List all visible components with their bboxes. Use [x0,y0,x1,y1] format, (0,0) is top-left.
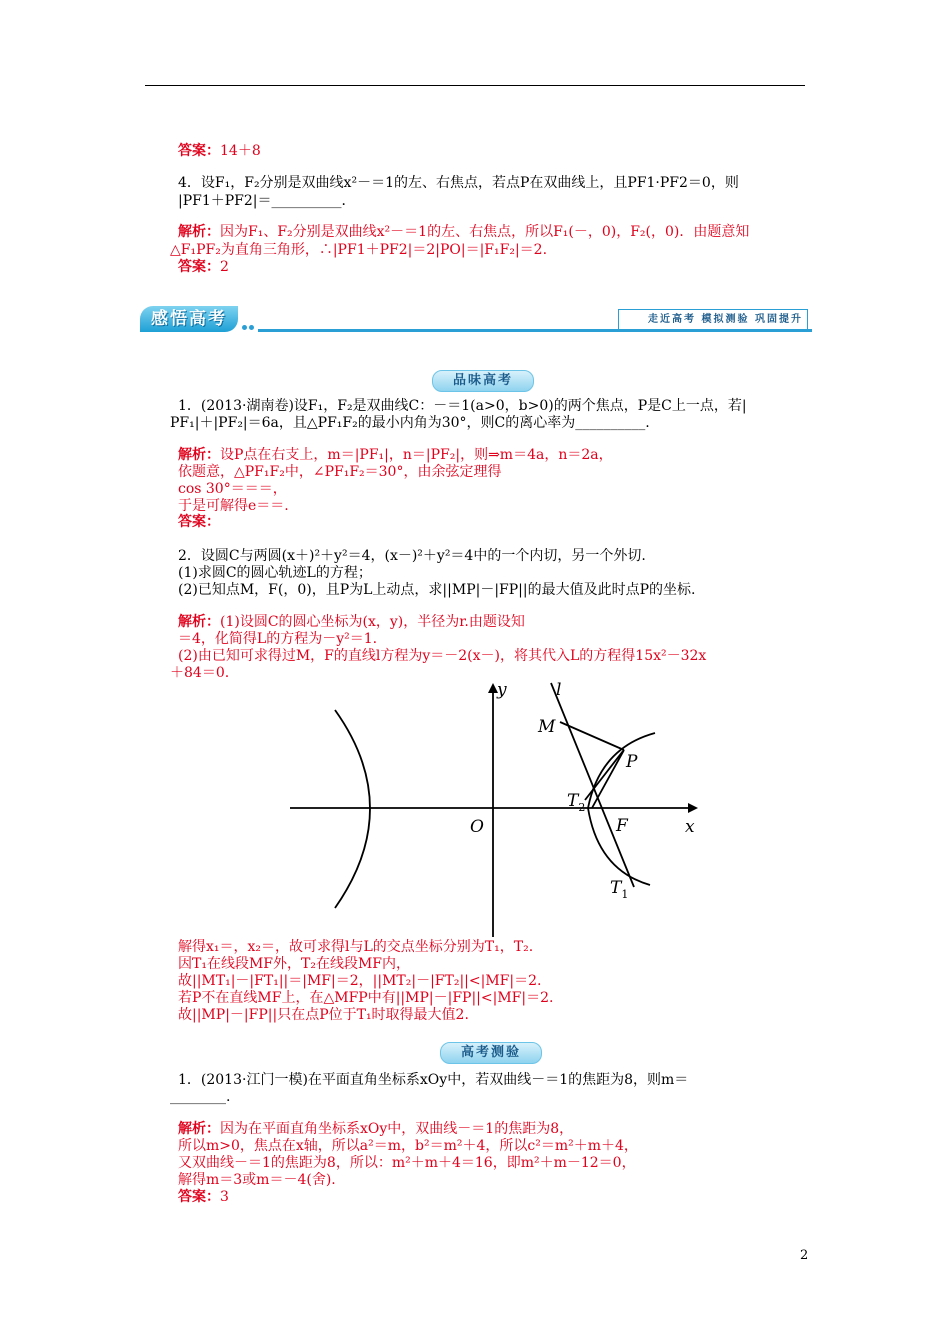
top-answer: 答案：14＋8 [178,143,261,159]
banner-title: 感悟高考 [140,306,238,332]
p1-answer: 答案： [178,514,220,530]
point-t1-label: $T_1$ [610,878,629,901]
p2-after-line3: 故||MT₁|－|FT₁||＝|MF|＝2，||MT₂|－|FT₂||<|MF|＝2. [178,973,542,989]
origin-label: O [470,817,484,837]
p2-after-line4: 若P不在直线MF上，在△MFP中有||MP|－|FP||<|MF|＝2. [178,990,554,1006]
section-banner [140,304,812,334]
banner-right-text: 走近高考 模拟测验 巩固提升 [618,309,808,329]
p1-solution-line1: 解析：设P点在右支上，m＝|PF₁|，n＝|PF₂|，则⇒m＝4a，n＝2a， [178,447,613,463]
line-l [551,683,634,887]
p1-line1: 1．(2013·湖南卷)设F₁，F₂是双曲线C：－＝1(a>0，b>0)的两个焦点，P是C上一点，若| [178,398,747,414]
q4-solution-line1: 解析：因为F₁、F₂分别是双曲线x²－＝1的左、右焦点，所以F₁(－，0)，F₂(，0)．由题意知 [178,224,750,240]
y-label: y [497,680,507,700]
p2-after-line1: 解得x₁＝，x₂＝，故可求得l与L的交点坐标分别为T₁，T₂. [178,939,534,955]
p2-line3: (2)已知点M，F(，0)，且P为L上动点，求||MP|－|FP||的最大值及此时点P的坐标. [178,582,696,598]
point-p-label: P [626,752,638,772]
t1-solution-line4: 解得m＝3或m＝－4(舍). [178,1172,336,1188]
banner-dots [242,318,256,334]
t1-answer: 答案：3 [178,1189,229,1205]
t1-solution-line2: 所以m>0，焦点在x轴，所以a²＝m，b²＝m²＋4，所以c²＝m²＋m＋4， [178,1138,638,1154]
p1-solution-line3: cos 30°＝＝＝， [178,481,287,497]
q4-line1: 4．设F₁，F₂分别是双曲线x²－＝1的左、右焦点，若点P在双曲线上，且PF1·PF2＝0，则 [178,175,739,191]
q4-solution-line2: △F₁PF₂为直角三角形，∴|PF1＋PF2|＝2|PO|＝|F₁F₂|＝2. [170,242,548,258]
p2-solution-line2: ＝4，化简得L的方程为－y²＝1. [178,631,378,647]
x-axis-arrow [688,803,698,813]
t1-solution-line3: 又双曲线－＝1的焦距为8，所以：m²＋m＋4＝16，即m²＋m－12＝0， [178,1155,636,1171]
segment-t2p [585,751,623,800]
t1-line1: 1．(2013·江门一模)在平面直角坐标系xOy中，若双曲线－＝1的焦距为8，则m＝ [178,1072,689,1088]
t1-solution-line1: 解析：因为在平面直角坐标系xOy中，双曲线－＝1的焦距为8， [178,1121,574,1137]
p2-solution-line4: ＋84＝0. [170,665,230,681]
point-f-label: F [616,816,628,836]
p2-after-line2: 因T₁在线段MF外，T₂在线段MF内， [178,956,410,972]
p2-solution-line3: (2)由已知可求得过M，F的直线l方程为y＝－2(x－)，将其代入L的方程得15x²－32x [178,648,707,664]
p2-after-line5: 故||MP|－|FP||只在点P位于T₁时取得最大值2. [178,1007,469,1023]
header-rule [145,85,805,86]
q4-answer: 答案：2 [178,259,229,275]
segment-mp [560,722,624,750]
p1-solution-line4: 于是可解得e＝＝. [178,498,289,514]
line-l-label: l [556,680,562,700]
p1-line2: PF₁|＋|PF₂|＝6a，且△PF₁F₂的最小内角为30°，则C的离心率为__________. [170,415,650,431]
hyperbola-figure [280,675,700,940]
point-t2-label: $T_2$ [567,791,586,814]
q4-line2: |PF1＋PF2|＝__________． [178,193,356,209]
p2-line2: (1)求圆C的圆心轨迹L的方程； [178,565,372,581]
hyperbola-left-branch [335,710,370,908]
section-pill-ceyan: 高考测验 [440,1042,542,1064]
t1-line2: ________. [170,1089,231,1105]
point-m-label: M [538,717,556,737]
p1-solution-line2: 依题意，△PF₁F₂中，∠PF₁F₂＝30°，由余弦定理得 [178,464,502,480]
section-pill-pinwei: 品味高考 [432,370,534,392]
p2-solution-line1: 解析：(1)设圆C的圆心坐标为(x，y)，半径为r.由题设知 [178,614,525,630]
x-label: x [685,817,695,837]
p2-line1: 2．设圆C与两圆(x＋)²＋y²＝4，(x－)²＋y²＝4中的一个内切，另一个外切. [178,548,646,564]
page-number: 2 [800,1248,809,1263]
